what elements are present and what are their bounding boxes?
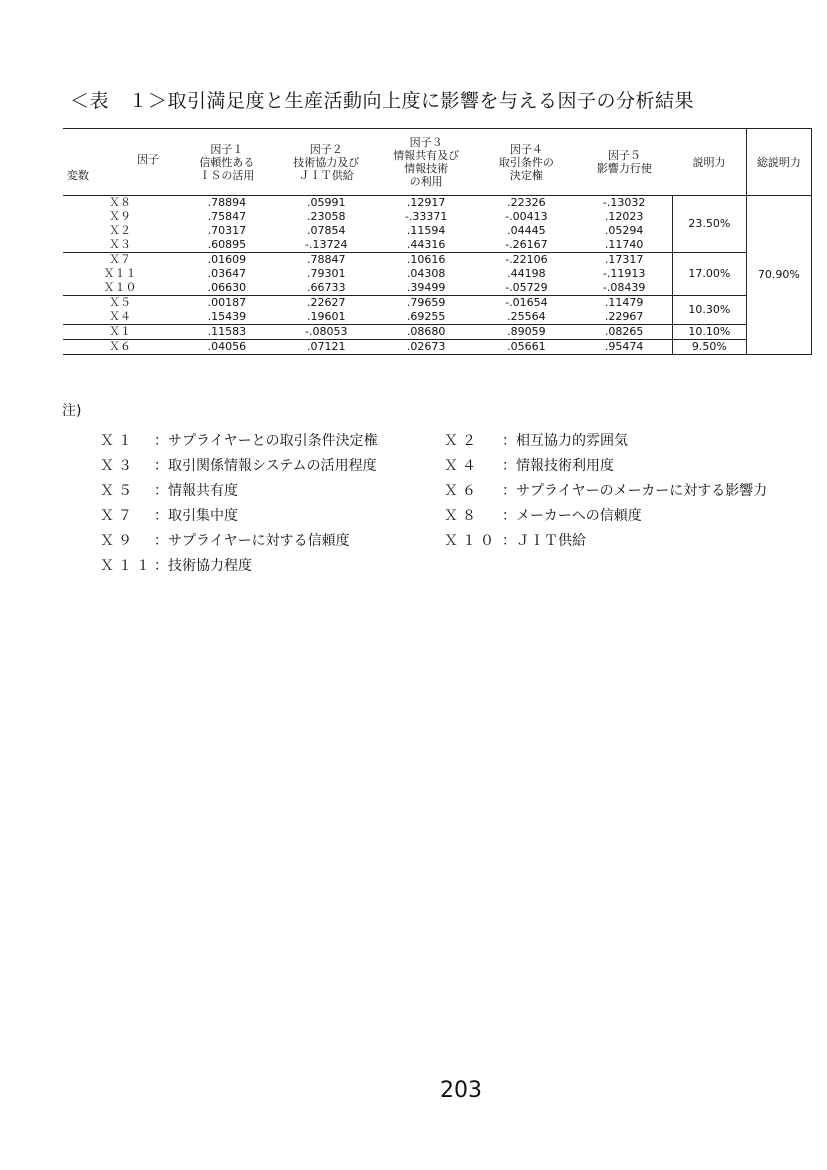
loading-cell: .17317 — [604, 253, 644, 266]
variable-cell: Ｘ４ — [63, 310, 177, 325]
header-line: ＩＳの活用 — [199, 168, 255, 182]
header-explain: 説明力 — [672, 129, 746, 196]
table-title: ＜表 １＞取引満足度と生産活動向上度に影響を与える因子の分析結果 — [70, 90, 695, 112]
loading-cell: .12917 — [406, 196, 446, 209]
loading-cell: .05661 — [477, 340, 577, 355]
loading-cell: .06630 — [177, 281, 277, 296]
note-code: Ｘ７ — [100, 508, 136, 524]
note-row — [100, 505, 767, 530]
explained-variance-cell: 10.10% — [672, 325, 746, 340]
loading-cell: -.08053 — [277, 325, 376, 340]
explained-variance-cell: 9.50% — [672, 340, 746, 355]
loading-cell: .07854 — [307, 224, 346, 237]
header-line: の利用 — [409, 175, 443, 188]
note-description: ：情報共有度 — [154, 483, 238, 499]
variable-cell: Ｘ２ — [109, 224, 131, 237]
note-code: Ｘ９ — [100, 533, 136, 549]
loading-cell: -.33371 — [404, 210, 448, 223]
loading-cell: .04056 — [177, 340, 277, 355]
loading-cell: -.05729 — [477, 281, 577, 296]
note-row — [100, 530, 767, 555]
loading-cell: .70317 — [207, 224, 247, 237]
loading-cell: .66733 — [277, 281, 376, 296]
variable-cell: Ｘ７ — [109, 253, 131, 266]
loading-cell: .11479 — [604, 296, 644, 309]
factor-analysis-table — [63, 128, 812, 355]
loading-cell: .15439 — [177, 310, 277, 325]
note-description: ：情報技術利用度 — [502, 458, 614, 474]
header-factor-4 — [477, 129, 577, 196]
note-description: ：取引関係情報システムの活用程度 — [154, 458, 377, 474]
loading-cell: -.08439 — [576, 281, 672, 296]
loading-cell: .95474 — [576, 340, 672, 355]
loading-cell: -.01654 — [505, 296, 548, 309]
header-line: 取引条件の — [498, 155, 554, 169]
variable-cell: Ｘ１０ — [63, 281, 177, 296]
table-row — [63, 253, 812, 268]
header-line: 信頼性ある — [199, 155, 255, 169]
corner-cell — [63, 129, 177, 196]
notes-list — [100, 430, 767, 580]
note-code: Ｘ１１ — [100, 558, 154, 574]
variable-cell: Ｘ１ — [63, 325, 177, 340]
loading-cell: -.00413 — [505, 210, 548, 223]
header-row — [63, 129, 812, 196]
note-description: ：サプライヤーに対する信頼度 — [154, 533, 350, 549]
header-factor-2 — [277, 129, 376, 196]
loading-cell: -.11913 — [602, 267, 646, 280]
loading-cell: .78847 — [307, 253, 346, 266]
note-code: Ｘ６ — [444, 483, 480, 499]
note-code: Ｘ４ — [444, 458, 480, 474]
note-row — [100, 480, 767, 505]
loading-cell: .22967 — [576, 310, 672, 325]
header-factor-1 — [177, 129, 277, 196]
loading-cell: .05294 — [604, 224, 644, 237]
loading-cell: .23058 — [307, 210, 346, 223]
note-code: Ｘ１ — [100, 433, 136, 449]
loading-cell: .78894 — [207, 196, 247, 209]
variable-cell: Ｘ９ — [109, 210, 131, 223]
loading-cell: .11583 — [177, 325, 277, 340]
loading-cell: .08265 — [576, 325, 672, 340]
loading-cell: -.13724 — [277, 238, 376, 253]
loading-cell: .03647 — [207, 267, 247, 280]
explained-variance-cell: 23.50% — [672, 196, 746, 253]
loading-cell: .05991 — [307, 196, 346, 209]
notes-heading: 注) — [62, 403, 82, 419]
table-body — [63, 196, 812, 355]
header-factor-5 — [576, 129, 672, 196]
note-description: ：サプライヤーのメーカーに対する影響力 — [502, 483, 768, 499]
loading-cell: -.13032 — [602, 196, 646, 209]
notes — [62, 400, 767, 580]
header-line: 情報技術 — [404, 162, 449, 175]
note-row — [100, 555, 767, 580]
loading-cell: .19601 — [277, 310, 376, 325]
loading-cell: .22326 — [507, 196, 546, 209]
page-number: 203 — [440, 1078, 482, 1103]
header-line: 因子２ — [309, 142, 343, 156]
variable-cell: Ｘ６ — [63, 340, 177, 355]
loading-cell: .89059 — [477, 325, 577, 340]
note-description: ：取引集中度 — [154, 508, 238, 524]
note-description: ：メーカーへの信頼度 — [502, 508, 642, 524]
loading-cell: .11740 — [576, 238, 672, 253]
total-explained-variance-cell: 70.90% — [746, 196, 811, 355]
note-row — [100, 455, 767, 480]
note-code: Ｘ３ — [100, 458, 136, 474]
header-line: 情報共有及び — [393, 149, 460, 162]
note-description: ：相互協力的雰囲気 — [502, 433, 628, 449]
table-row — [63, 196, 812, 211]
header-line: 因子３ — [409, 136, 443, 149]
note-description — [502, 555, 767, 580]
variable-label: 変数 — [67, 169, 89, 182]
note-description: ：ＪＩＴ供給 — [502, 533, 586, 549]
variable-cell: Ｘ５ — [109, 296, 131, 309]
header-factor-3 — [376, 129, 477, 196]
loading-cell: .44198 — [507, 267, 546, 280]
explained-variance-cell: 17.00% — [672, 253, 746, 296]
loading-cell: .00187 — [207, 296, 247, 309]
loading-cell: .79301 — [307, 267, 346, 280]
note-description: ：技術協力程度 — [154, 558, 252, 574]
loading-cell: .39499 — [376, 281, 477, 296]
loading-cell: .01609 — [207, 253, 247, 266]
header-line: 因子４ — [509, 142, 543, 156]
variable-cell: Ｘ３ — [63, 238, 177, 253]
loading-cell: .02673 — [376, 340, 477, 355]
loading-cell: .04445 — [507, 224, 546, 237]
note-code: Ｘ５ — [100, 483, 136, 499]
loading-cell: .44316 — [376, 238, 477, 253]
table-row — [63, 340, 812, 355]
note-code — [444, 555, 502, 580]
loading-cell: .69255 — [376, 310, 477, 325]
header-line: 決定権 — [509, 168, 543, 182]
loading-cell: .60895 — [177, 238, 277, 253]
header-line: 影響力行使 — [596, 162, 652, 175]
explained-variance-cell: 10.30% — [672, 296, 746, 325]
note-code: Ｘ２ — [444, 433, 480, 449]
header-line: 技術協力及び — [293, 155, 360, 169]
note-row — [100, 430, 767, 455]
table-row — [63, 296, 812, 311]
header-total: 総説明力 — [746, 129, 811, 196]
loading-cell: .07121 — [277, 340, 376, 355]
loading-cell: .10616 — [406, 253, 446, 266]
loading-cell: -.26167 — [477, 238, 577, 253]
note-code: Ｘ１０ — [444, 533, 498, 549]
note-description: ：サプライヤーとの取引条件決定権 — [154, 433, 378, 449]
header-line: 因子５ — [607, 149, 641, 162]
factor-label: 因子 — [137, 153, 159, 166]
loading-cell: .04308 — [406, 267, 446, 280]
loading-cell: .08680 — [376, 325, 477, 340]
loading-cell: .75847 — [207, 210, 247, 223]
loading-cell: .22627 — [307, 296, 346, 309]
variable-cell: Ｘ８ — [109, 196, 131, 209]
header-line: 因子１ — [210, 142, 244, 156]
header-line: ＪＩＴ供給 — [298, 168, 354, 182]
loading-cell: -.22106 — [505, 253, 548, 266]
note-code: Ｘ８ — [444, 508, 480, 524]
loading-cell: .12023 — [604, 210, 644, 223]
loading-cell: .11594 — [406, 224, 446, 237]
variable-cell: Ｘ１１ — [103, 267, 137, 280]
table-row — [63, 325, 812, 340]
loading-cell: .25564 — [477, 310, 577, 325]
loading-cell: .79659 — [406, 296, 446, 309]
